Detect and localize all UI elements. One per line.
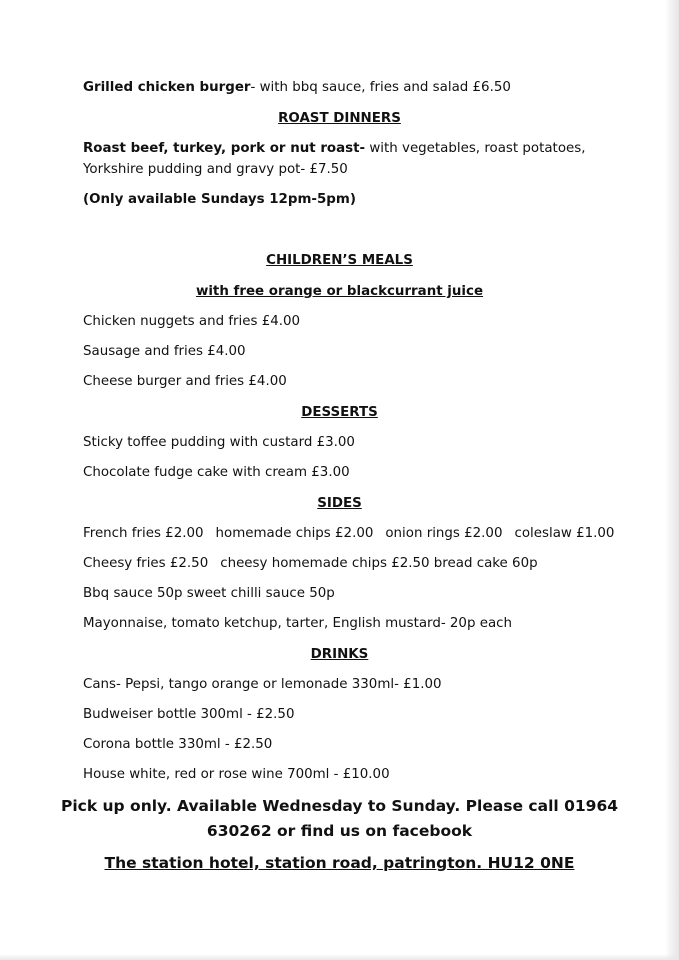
- drink-item-cans: Cans- Pepsi, tango orange or lemonade 330ml- £1.00: [83, 677, 442, 692]
- address: The station hotel, station road, patrington. HU12 0NE: [104, 854, 575, 872]
- side-french-fries: French fries £2.00: [83, 526, 204, 541]
- menu-item-roast-line-1: [83, 140, 585, 157]
- menu-item-cheese-burger: Cheese burger and fries £4.00: [83, 374, 287, 389]
- drink-item-house-wine: House white, red or rose wine 700ml - £10.00: [83, 767, 390, 782]
- item-name: Roast beef, turkey, pork or nut roast-: [83, 141, 366, 156]
- section-heading-drinks: DRINKS: [310, 647, 369, 662]
- item-name: Grilled chicken burger: [83, 80, 251, 95]
- sides-row-2: [83, 555, 538, 572]
- section-heading-desserts: DESSERTS: [301, 405, 378, 420]
- sides-row-4: Mayonnaise, tomato ketchup, tarter, English mustard- 20p each: [83, 616, 512, 631]
- menu-item-sausage-fries: Sausage and fries £4.00: [83, 344, 246, 359]
- item-detail: - with bbq sauce, fries and salad £6.50: [250, 80, 511, 95]
- drink-item-budweiser: Budweiser bottle 300ml - £2.50: [83, 707, 295, 722]
- side-onion-rings: onion rings £2.00: [385, 526, 503, 541]
- sides-row-3: Bbq sauce 50p sweet chilli sauce 50p: [83, 586, 335, 601]
- menu-item-chicken-burger: [83, 79, 511, 96]
- side-cheesy-homemade-chips: cheesy homemade chips £2.50 bread cake 60p: [220, 556, 538, 571]
- page-edge-shadow: [665, 0, 679, 960]
- childrens-meals-subheading: with free orange or blackcurrant juice: [195, 284, 484, 299]
- section-heading-roast-dinners: ROAST DINNERS: [278, 111, 401, 126]
- roast-availability-note: (Only available Sundays 12pm-5pm): [83, 192, 356, 207]
- section-heading-childrens-meals: CHILDREN’S MEALS: [266, 253, 413, 268]
- pickup-notice-line-1: Pick up only. Available Wednesday to Sunday. Please call 01964: [60, 797, 619, 815]
- menu-item-roast-line-2: Yorkshire pudding and gravy pot- £7.50: [83, 162, 348, 177]
- menu-item-fudge-cake: Chocolate fudge cake with cream £3.00: [83, 465, 350, 480]
- pickup-notice-line-2: 630262 or find us on facebook: [206, 822, 473, 840]
- drink-item-corona: Corona bottle 330ml - £2.50: [83, 737, 273, 752]
- page-bottom-shadow: [0, 954, 679, 960]
- side-coleslaw: coleslaw £1.00: [514, 526, 615, 541]
- side-homemade-chips: homemade chips £2.00: [215, 526, 374, 541]
- menu-item-chicken-nuggets: Chicken nuggets and fries £4.00: [83, 314, 301, 329]
- item-detail: with vegetables, roast potatoes,: [365, 141, 586, 156]
- menu-item-sticky-toffee: Sticky toffee pudding with custard £3.00: [83, 435, 355, 450]
- sides-row-1: [83, 525, 614, 542]
- side-cheesy-fries: Cheesy fries £2.50: [83, 556, 209, 571]
- section-heading-sides: SIDES: [317, 496, 362, 511]
